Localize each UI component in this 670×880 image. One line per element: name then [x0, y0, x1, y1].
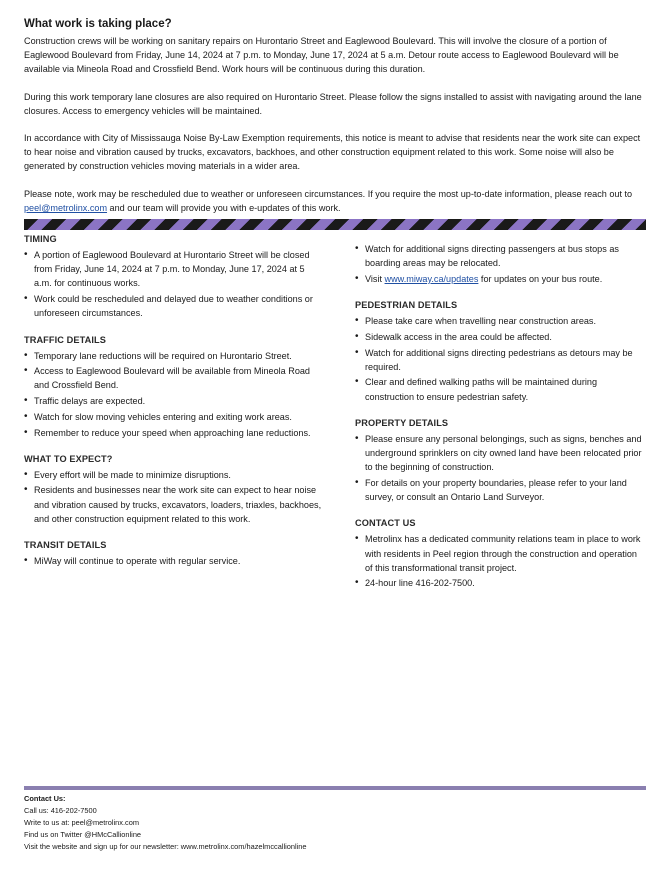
left-column [24, 234, 335, 605]
list-item: • Work could be rescheduled and delayed due to weather conditions or unforeseen circumstances. [24, 292, 323, 320]
list-item [355, 272, 646, 286]
right-column [335, 234, 646, 605]
intro-paragraph-4 [24, 187, 646, 215]
contact-heading: CONTACT US [355, 518, 416, 529]
timing-section [24, 234, 323, 321]
footer-divider [24, 786, 646, 790]
traffic-section [24, 335, 323, 440]
page-title: What work is taking place? [24, 18, 172, 30]
email-link[interactable]: peel@metrolinx.com [24, 202, 108, 213]
intro-paragraph-2: During this work temporary lane closures are also required on Hurontario Street. Please follow the signs installed to assist with navigating around the lane closures. Access to emergency vehicles will be maintained. [24, 91, 642, 116]
footer-website: Visit the website and sign up for our newsletter: www.metrolinx.com/hazelmccallionline [24, 842, 307, 851]
intro-paragraph-3: In accordance with City of Mississauga Noise By-Law Exemption requirements, this notice is meant to advise that residents near the work site can expect to hear noise and vibration caused by trucks, excavators, backhoes, and other construction equipment related to this work. Some noise will also be generated by construction vehicles moving materials in a wider area. [24, 133, 641, 172]
list-item: • Access to Eaglewood Boulevard will be available from Mineola Road and Crossfield Bend. [24, 364, 323, 392]
traffic-heading: TRAFFIC DETAILS [24, 334, 106, 345]
expect-heading: WHAT TO EXPECT? [24, 453, 113, 464]
list-item: • Watch for slow moving vehicles entering and exiting work areas. [24, 410, 323, 424]
list-item: • 24-hour line 416-202-7500. [355, 576, 646, 590]
notice-page [24, 18, 646, 605]
list-item: • Temporary lane reductions will be required on Hurontario Street. [24, 349, 323, 363]
list-item: • Sidewalk access in the area could be affected. [355, 330, 646, 344]
intro-paragraph-4-tail: and our team will provide you with e-updates of this work. [107, 202, 341, 213]
footer-heading: Contact Us: [24, 794, 66, 803]
list-item: • A portion of Eaglewood Boulevard at Hurontario Street will be closed from Friday, June 14, 2024 at 7 p.m. to Monday, June 17, 2024 at 5 a.m. for continuous works. [24, 248, 323, 291]
list-item: • Traffic delays are expected. [24, 394, 323, 408]
timing-heading: TIMING [24, 234, 57, 245]
transit-continued-section [355, 242, 646, 286]
list-item: • Every effort will be made to minimize disruptions. [24, 468, 323, 482]
traffic-list [24, 349, 323, 440]
transit-list [24, 554, 323, 568]
transit-heading: TRANSIT DETAILS [24, 540, 107, 551]
details-columns [24, 234, 646, 605]
footer-twitter: Find us on Twitter @HMcCallionline [24, 830, 142, 839]
hazard-stripe-divider [24, 219, 646, 230]
list-item: • Please ensure any personal belongings, such as signs, benches and underground sprinklers on city owned land have been relocated prior to the beginning of construction. [355, 432, 646, 475]
property-heading: PROPERTY DETAILS [355, 417, 449, 428]
footer-email: Write to us at: peel@metrolinx.com [24, 818, 139, 827]
list-item: • Watch for additional signs directing pedestrians as detours may be required. [355, 346, 646, 374]
list-item: • Metrolinx has a dedicated community relations team in place to work with residents in Peel region through the construction and operation of this transformational transit project. [355, 532, 646, 575]
footer [24, 786, 646, 853]
intro-paragraph-1: Construction crews will be working on sanitary repairs on Hurontario Street and Eaglewood Boulevard. This will involve the closure of a portion of Eaglewood Boulevard from Friday, June 14, 2024 at 7 p.m. to Monday, June 17, 2024 at 5 a.m. Detour route access to Eaglewood Boulevard will be available via Mineola Road and Crossfield Bend. Work hours will be continuous during this duration. [24, 36, 619, 75]
list-item: • Watch for additional signs directing passengers at bus stops as boarding areas may be relocated. [355, 242, 646, 270]
list-item-text: Visit [365, 273, 385, 284]
transit-section [24, 540, 323, 568]
pedestrian-list [355, 314, 646, 404]
pedestrian-section [355, 300, 646, 404]
list-item: • Please take care when travelling near construction areas. [355, 314, 646, 328]
pedestrian-heading: PEDESTRIAN DETAILS [355, 300, 458, 311]
contact-list [355, 532, 646, 590]
list-item: • Clear and defined walking paths will be maintained during construction to ensure pedestrian safety. [355, 375, 646, 403]
property-section [355, 418, 646, 505]
timing-list [24, 248, 323, 321]
property-list [355, 432, 646, 505]
expect-list [24, 468, 323, 526]
contact-section [355, 518, 646, 590]
list-item: • For details on your property boundaries, please refer to your land survey, or consult an Ontario Land Surveyor. [355, 476, 646, 504]
list-item: • MiWay will continue to operate with regular service. [24, 554, 323, 568]
footer-phone: Call us: 416-202-7500 [24, 806, 97, 815]
intro-paragraph-4-text: Please note, work may be rescheduled due to weather or unforeseen circumstances. If you require the most up-to-date information, please reach out to [24, 188, 633, 199]
transit-list-continued [355, 242, 646, 286]
list-item-tail: for updates on your bus route. [478, 273, 603, 284]
expect-section [24, 454, 323, 526]
list-item: • Residents and businesses near the work site can expect to hear noise and vibration caused by trucks, excavators, loaders, triaxles, backhoes, and other construction equipment related to this work. [24, 483, 323, 526]
list-item: • Remember to reduce your speed when approaching lane reductions. [24, 426, 323, 440]
miway-updates-link[interactable]: www.miway.ca/updates [384, 273, 479, 284]
